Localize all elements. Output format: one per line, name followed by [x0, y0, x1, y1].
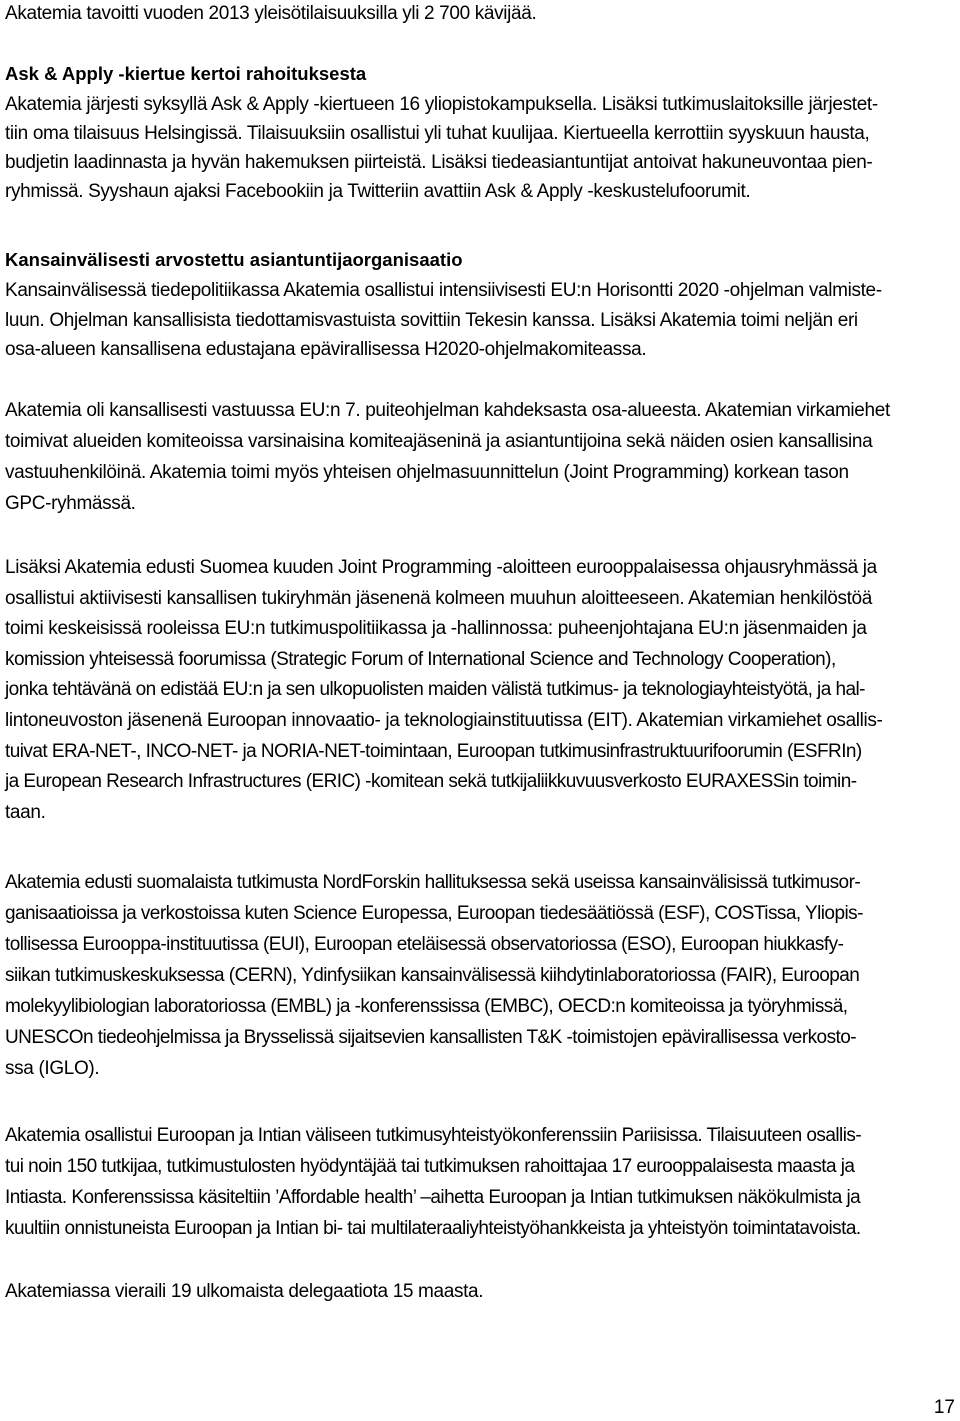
section-heading-international: Kansainvälisesti arvostettu asiantuntijaorganisaatio [5, 249, 463, 270]
paragraph-nordforsk: Akatemia edusti suomalaista tutkimusta NordForskin hallituksessa sekä useissa kansainvälisissä tutkimusor- ganisaatioissa ja verkostoissa kuten Science Europessa, Euroopan tiedesäätiössä (ESF), COSTissa, Yliopis- tollisessa Eurooppa-instituutissa (EUI), Euroopan eteläisessä observatoriossa (ESO), Euroopan hiukkasfy- siikan tutkimuskeskuksessa (CERN), Ydinfysiikan kansainvälisessä kiihdytinlaboratoriossa (FAIR), Euroopan molekyylibiologian laboratoriossa (EMBL) ja -konferenssissa (EMBC), OECD:n komiteoissa ja työryhmissä, UNESCOn tiedeohjelmissa ja Brysselissä sijaitsevien kansallisten T&K -toimistojen epävirallisessa verkosto- ssa (IGLO). [5, 872, 863, 1079]
paragraph-joint-programming: Lisäksi Akatemia edusti Suomea kuuden Joint Programming -aloitteen eurooppalaisessa ohjausryhmässä ja osallistui aktiivisesti kansallisen tukiryhmän jäsenenä kolmeen muuhun aloitteeseen. Akatemian henkilöstöä toimi keskeisissä rooleissa EU:n tutkimuspolitiikassa ja -hallinnossa: puheenjohtajana EU:n jäsenmaiden ja komission yhteisessä foorumissa (Strategic Forum of International Science and Technology Cooperation), jonka tehtävänä on edistää EU:n ja sen ulkopuolisten maiden välistä tutkimus- ja teknologiayhteistyötä, ja hal- lintoneuvoston jäsenenä Euroopan innovaatio- ja teknologiainstituutissa (EIT). Akatemian virkamiehet osallis- tuivat ERA-NET-, INCO-NET- ja NORIA-NET-toimintaan, Euroopan tutkimusinfrastruktuurifoorumin (ESFRIn) ja European Research Infrastructures (ERIC) -komitean sekä tutkijaliikkuvuusverkosto EURAXESSin toimin- taan. [5, 557, 883, 823]
page-number: 17 [933, 1397, 955, 1418]
paragraph-ask-apply: Akatemia järjesti syksyllä Ask & Apply -kiertueen 16 yliopistokampuksella. Lisäksi tutkimuslaitoksille järjestet- tiin oma tilaisuus Helsingissä. Tilaisuuksiin osallistui yli tuhat kuulijaa. Kiertueella kerrottiin syyskuun hausta, budjetin laadinnasta ja hyvän hakemuksen piirteistä. Lisäksi tiedeasiantuntijat antoivat hakuneuvontaa pien- ryhmissä. Syyshaun ajaksi Facebookiin ja Twitteriin avattiin Ask & Apply -keskustelufoorumit. [5, 94, 878, 202]
section-heading-ask-apply: Ask & Apply -kiertue kertoi rahoituksesta [5, 63, 367, 84]
intro-paragraph: Akatemia tavoitti vuoden 2013 yleisötilaisuuksilla yli 2 700 kävijää. [5, 3, 537, 24]
paragraph-delegations: Akatemiassa vieraili 19 ulkomaista delegaatiota 15 maasta. [5, 1281, 484, 1302]
paragraph-seventh-framework: Akatemia oli kansallisesti vastuussa EU:n 7. puiteohjelman kahdeksasta osa-alueesta. Akatemian virkamiehet toimivat alueiden komiteoissa varsinaisina komiteajäseninä ja asiantuntijoina sekä näiden osien kansallisina vastuuhenkilöinä. Akatemia toimi myös yhteisen ohjelmasuunnittelun (Joint Programming) korkean tason GPC-ryhmässä. [5, 400, 890, 514]
paragraph-horizon-2020: Kansainvälisessä tiedepolitiikassa Akatemia osallistui intensiivisesti EU:n Horisontti 2020 -ohjelman valmiste- luun. Ohjelman kansallisista tiedottamisvastuista sovittiin Tekesin kanssa. Lisäksi Akatemia toimi neljän eri osa-alueen kansallisena edustajana epävirallisessa H2020-ohjelmakomiteassa. [5, 280, 882, 360]
paragraph-europe-india: Akatemia osallistui Euroopan ja Intian väliseen tutkimusyhteistyökonferenssiin Pariisissa. Tilaisuuteen osallis- tui noin 150 tutkijaa, tutkimustulosten hyödyntäjää tai tutkimuksen rahoittajaa 17 eurooppalaisesta maasta ja Intiasta. Konferenssissa käsiteltiin ’Affordable health’ –aihetta Euroopan ja Intian tutkimuksen näkökulmista ja kuultiin onnistuneista Euroopan ja Intian bi- tai multilateraaliyhteistyöhankkeista ja yhteistyön toimintatavoista. [5, 1125, 862, 1239]
